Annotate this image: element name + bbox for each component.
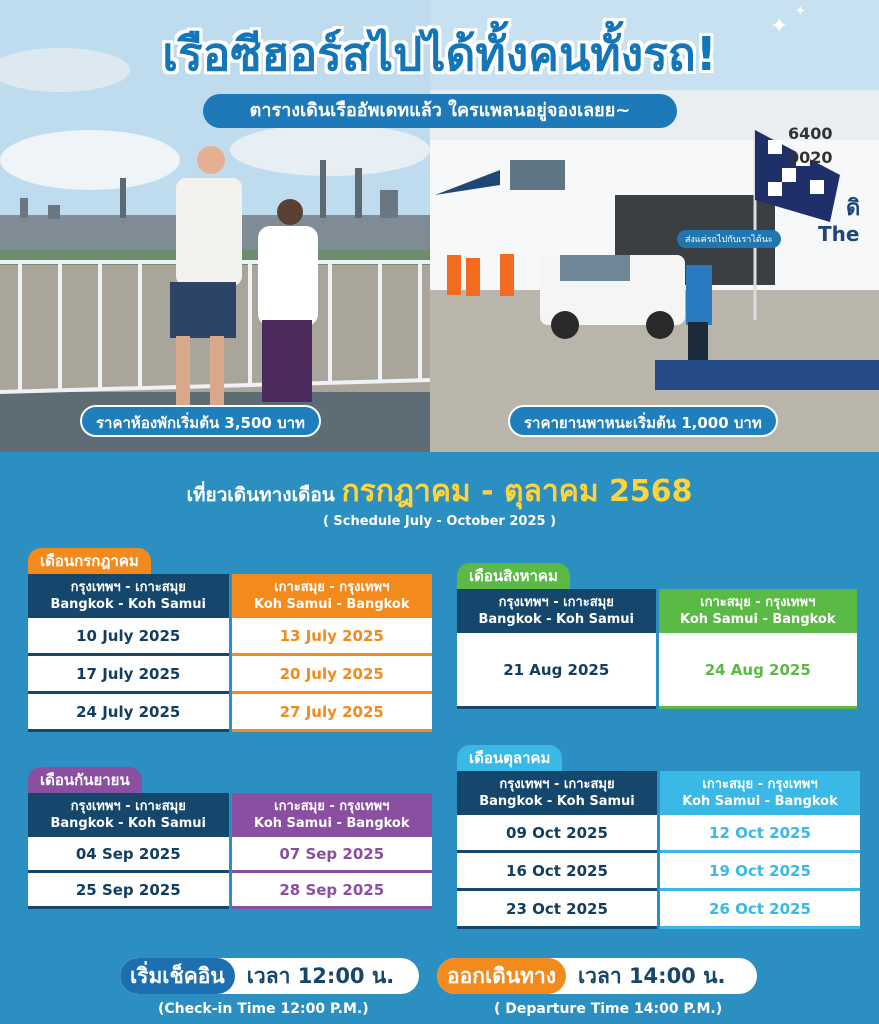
departure-note: ( Departure Time 14:00 P.M.): [494, 1001, 723, 1017]
page-title: เรือซีฮอร์สไปได้ทั้งคนทั้งรถ!: [162, 27, 717, 81]
return-th: เกาะสมุย - กรุงเทพฯ: [274, 580, 390, 595]
checkin-label: เริ่มเช็คอิน: [120, 958, 235, 994]
return-en: Koh Samui - Bangkok: [253, 816, 410, 831]
outbound-en: Bangkok - Koh Samui: [479, 794, 635, 809]
month-label: เดือนตุลาคม: [457, 745, 562, 771]
sparkle-icon: ✦: [770, 14, 789, 39]
outbound-date: 17 July 2025: [28, 656, 229, 694]
departure-pill: [437, 958, 757, 994]
outbound-date: 09 Oct 2025: [457, 815, 657, 853]
schedule-table: [28, 574, 432, 732]
schedule-title: [0, 468, 879, 515]
month-table-september: [28, 767, 432, 909]
vehicle-bubble: ส่งแค่รถไปกับเราได้นะ: [677, 230, 781, 248]
outbound-header: [28, 574, 229, 618]
ship-number-bottom: 0020: [788, 148, 833, 167]
month-table-july: [28, 548, 432, 732]
ship-number-top: 6400: [788, 124, 833, 143]
outbound-header: [28, 793, 229, 837]
outbound-en: Bangkok - Koh Samui: [50, 816, 206, 831]
checkin-pill: [120, 958, 419, 994]
outbound-header: [457, 589, 656, 633]
return-en: Koh Samui - Bangkok: [679, 612, 836, 627]
schedule-table: [28, 793, 432, 909]
page-subtitle: ตารางเดินเรืออัพเดทแล้ว ใครแพลนอยู่จองเลยย~: [203, 94, 677, 128]
return-date: 27 July 2025: [232, 694, 433, 732]
departure-time: เวลา 14:00 น.: [578, 963, 726, 988]
outbound-date: 16 Oct 2025: [457, 853, 657, 891]
return-header: [232, 574, 433, 618]
return-header: [232, 793, 433, 837]
return-header: [660, 771, 860, 815]
departure-label: ออกเดินทาง: [437, 958, 566, 994]
return-header: [659, 589, 858, 633]
schedule-table: [457, 771, 860, 929]
outbound-header: [457, 771, 657, 815]
outbound-date: 04 Sep 2025: [28, 837, 229, 873]
month-label: เดือนสิงหาคม: [457, 563, 570, 589]
return-date: 28 Sep 2025: [232, 873, 433, 909]
return-en: Koh Samui - Bangkok: [682, 794, 838, 809]
schedule-title-highlight: กรกฎาคม - ตุลาคม 2568: [341, 474, 693, 509]
month-table-october: [457, 745, 860, 929]
outbound-date: 10 July 2025: [28, 618, 229, 656]
outbound-date: 25 Sep 2025: [28, 873, 229, 909]
return-date: 13 July 2025: [232, 618, 433, 656]
schedule-table: [457, 589, 857, 709]
room-price-caption: ราคาห้องพักเริ่มต้น 3,500 บาท: [80, 405, 321, 437]
outbound-th: กรุงเทพฯ - เกาะสมุย: [499, 777, 615, 792]
return-date: 24 Aug 2025: [659, 633, 858, 709]
ship-letter: ดิ: [846, 196, 861, 221]
return-date: 20 July 2025: [232, 656, 433, 694]
return-th: เกาะสมุย - กรุงเทพฯ: [700, 595, 816, 610]
checkin-note: (Check-in Time 12:00 P.M.): [158, 1001, 369, 1017]
return-date: 19 Oct 2025: [660, 853, 860, 891]
vehicle-price-caption: ราคายานพาหนะเริ่มต้น 1,000 บาท: [508, 405, 778, 437]
return-date: 26 Oct 2025: [660, 891, 860, 929]
outbound-en: Bangkok - Koh Samui: [50, 597, 206, 612]
outbound-date: 24 July 2025: [28, 694, 229, 732]
outbound-th: กรุงเทพฯ - เกาะสมุย: [70, 580, 186, 595]
outbound-th: กรุงเทพฯ - เกาะสมุย: [498, 595, 614, 610]
schedule-subtitle: ( Schedule July - October 2025 ): [322, 514, 557, 529]
month-label: เดือนกันยายน: [28, 767, 142, 793]
return-th: เกาะสมุย - กรุงเทพฯ: [274, 799, 390, 814]
return-date: 12 Oct 2025: [660, 815, 860, 853]
return-en: Koh Samui - Bangkok: [253, 597, 410, 612]
ship-text: The: [818, 222, 860, 246]
outbound-date: 23 Oct 2025: [457, 891, 657, 929]
outbound-date: 21 Aug 2025: [457, 633, 656, 709]
return-date: 07 Sep 2025: [232, 837, 433, 873]
outbound-en: Bangkok - Koh Samui: [478, 612, 634, 627]
month-table-august: [457, 563, 857, 709]
checkin-time: เวลา 12:00 น.: [246, 963, 395, 988]
sparkle-icon: ✦: [795, 4, 806, 19]
return-th: เกาะสมุย - กรุงเทพฯ: [702, 777, 818, 792]
month-label: เดือนกรกฎาคม: [28, 548, 151, 574]
schedule-title-prefix: เที่ยวเดินทางเดือน: [186, 484, 335, 506]
outbound-th: กรุงเทพฯ - เกาะสมุย: [70, 799, 186, 814]
